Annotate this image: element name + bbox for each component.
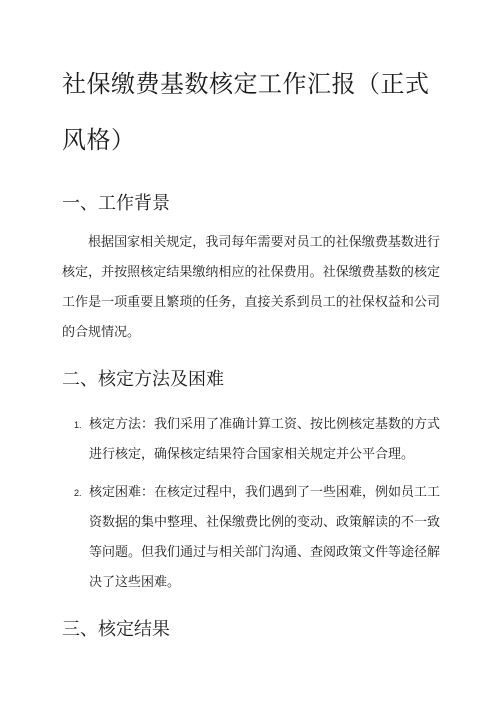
section-heading-method: 二、核定方法及困难 bbox=[62, 369, 224, 390]
list-item-number: 2. bbox=[74, 488, 82, 498]
document-title: 社保缴费基数核定工作汇报（正式风格） bbox=[62, 70, 430, 154]
list-item bbox=[62, 478, 440, 598]
list-item bbox=[62, 410, 440, 470]
section-heading-result: 三、核定结果 bbox=[62, 619, 170, 640]
list-item-text: 核定方法：我们采用了准确计算工资、按比例核定基数的方式进行核定，确保核定结果符合国家相关规定并公平合理。 bbox=[89, 417, 441, 462]
list-item-number: 1. bbox=[74, 420, 82, 430]
method-list bbox=[62, 410, 440, 598]
background-paragraph: 根据国家相关规定，我司每年需要对员工的社保缴费基数进行核定，并按照核定结果缴纳相应的社保费用。社保缴费基数的核定工作是一项重要且繁琐的任务，直接关系到员工的社保权益和公司的合规情况。 bbox=[62, 235, 440, 340]
section-heading-background: 一、工作背景 bbox=[62, 193, 170, 214]
list-item-text: 核定困难：在核定过程中，我们遇到了一些困难，例如员工工资数据的集中整理、社保缴费比例的变动、政策解读的不一致等问题。但我们通过与相关部门沟通、查阅政策文件等途径解决了这些困难。 bbox=[89, 485, 441, 590]
